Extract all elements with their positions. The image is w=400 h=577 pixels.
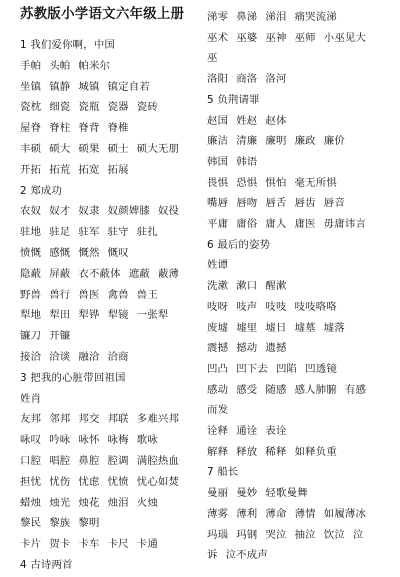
vocab-row	[20, 267, 179, 281]
vocab-row	[20, 433, 158, 447]
vocab-word: 曼妙	[236, 487, 258, 500]
page-title: 苏教版小学语文六年级上册	[20, 7, 185, 22]
vocab-row	[207, 134, 345, 148]
vocab-word: 犁镜	[107, 309, 129, 322]
vocab-word: 黎民	[20, 517, 42, 530]
vocab-row	[20, 163, 129, 177]
vocab-row	[20, 246, 129, 260]
vocab-word: 吱声	[236, 300, 258, 313]
vocab-row	[20, 288, 158, 302]
vocab-word: 吟咏	[49, 434, 71, 447]
vocab-word: 担忧	[20, 475, 42, 488]
lesson-heading: 7 船长	[207, 466, 239, 479]
vocab-word: 犁田	[49, 309, 71, 322]
vocab-word: 城镇	[78, 80, 100, 93]
vocab-word: 忧虑	[78, 475, 100, 488]
vocab-row	[20, 225, 158, 239]
vocab-word: 歌咏	[136, 434, 158, 447]
vocab-row	[20, 516, 100, 530]
vocab-word: 手帕	[20, 59, 42, 72]
vocab-word: 而发	[207, 404, 229, 417]
vocab-word: 一张犁	[136, 309, 169, 322]
vocab-word: 开镰	[49, 330, 71, 343]
vocab-word: 脊柱	[49, 122, 71, 135]
vocab-word: 瓷瓶	[78, 101, 100, 114]
vocab-word: 玛钢	[236, 528, 258, 541]
vocab-word: 感受	[236, 383, 258, 396]
vocab-word: 哭泣	[265, 528, 287, 541]
vocab-word: 庸俗	[236, 218, 258, 230]
vocab-word: 吱呀	[207, 300, 229, 313]
vocab-word: 巫师	[294, 31, 316, 44]
vocab-word: 凹陷	[275, 362, 298, 375]
vocab-word: 薄情	[294, 507, 316, 520]
vocab-row	[20, 392, 41, 406]
vocab-word: 蔽薄	[157, 267, 180, 280]
vocab-word: 硕大	[49, 143, 71, 155]
vocab-row	[20, 121, 129, 135]
vocab-word: 硕士	[107, 143, 129, 155]
vocab-row	[207, 176, 337, 190]
vocab-word: 融洽	[78, 351, 100, 363]
vocab-word: 犁铧	[78, 309, 100, 322]
vocab-row	[20, 80, 150, 94]
vocab-word: 吱吱咯咯	[294, 300, 337, 313]
lesson-heading: 1 我们爱你啊，中国	[20, 39, 116, 51]
vocab-word: 黎族	[49, 517, 71, 530]
vocab-word: 释放	[236, 445, 258, 458]
vocab-word: 轻歌曼舞	[265, 487, 308, 500]
vocab-word: 兽王	[136, 288, 158, 301]
vocab-word: 黎明	[78, 517, 100, 530]
vocab-word: 奴颜婢膝	[107, 205, 150, 218]
vocab-word: 巫婆	[236, 31, 258, 44]
vocab-word: 驻足	[49, 226, 71, 239]
vocab-word: 鼻腔	[78, 455, 100, 467]
vocab-word: 卡片	[20, 538, 42, 551]
vocab-word: 巫术	[207, 31, 229, 44]
vocab-word: 平庸	[207, 218, 229, 230]
vocab-word: 瓷砖	[136, 101, 158, 114]
vocab-row	[207, 72, 287, 86]
vocab-word: 瓷枕	[20, 101, 42, 114]
vocab-word: 镰刀	[20, 330, 42, 343]
vocab-word: 镇定自若	[107, 80, 150, 93]
vocab-row	[207, 445, 337, 459]
vocab-word: 凹下去	[236, 362, 268, 375]
vocab-word: 隐蔽	[20, 267, 42, 280]
vocab-row	[207, 403, 228, 417]
vocab-word: 屏蔽	[49, 267, 71, 280]
vocab-row	[207, 341, 287, 355]
vocab-word: 薄命	[265, 507, 287, 520]
vocab-row	[20, 59, 110, 73]
vocab-word: 毋庸讳言	[323, 218, 367, 230]
vocab-word: 洛阳	[207, 73, 229, 86]
vocab-word: 玛瑙	[207, 528, 229, 541]
vocab-word: 拓展	[107, 163, 129, 176]
vocab-word: 洛河	[265, 73, 287, 86]
vocab-word: 驻守	[107, 226, 129, 239]
vocab-row	[207, 362, 337, 376]
vocab-word: 洽商	[107, 351, 129, 363]
vocab-word: 细瓷	[49, 101, 71, 114]
vocab-word: 咏梅	[107, 434, 129, 447]
vocab-row	[20, 350, 129, 364]
vocab-word: 驻扎	[136, 226, 158, 239]
vocab-word: 赵体	[265, 114, 287, 127]
lesson-heading: 3 把我的心脏带回祖国	[20, 371, 126, 384]
vocab-word: 巫神	[265, 31, 287, 44]
vocab-word: 衣不蔽体	[78, 267, 121, 280]
vocab-word: 畏惧	[207, 176, 229, 189]
vocab-word: 小巫见大	[323, 31, 367, 44]
vocab-word: 唇吻	[236, 197, 258, 210]
vocab-word: 泣不成声	[225, 549, 268, 562]
vocab-row	[207, 321, 345, 335]
vocab-word: 愤慨	[20, 247, 42, 259]
vocab-word: 韩国	[207, 155, 229, 168]
vocab-word: 腔调	[107, 455, 129, 467]
lesson-heading: 6 最后的姿势	[207, 238, 271, 251]
vocab-word: 墟落	[323, 321, 345, 334]
vocab-row	[20, 329, 70, 343]
vocab-word: 解释	[207, 445, 229, 458]
vocab-word: 表诠	[265, 425, 287, 437]
vocab-word: 脊背	[78, 122, 100, 135]
vocab-word: 奴役	[157, 205, 180, 218]
vocab-word: 洽谈	[49, 351, 71, 363]
vocab-word: 开拓	[20, 163, 42, 176]
vocab-word: 通诠	[236, 425, 258, 437]
vocab-word: 废墟	[207, 321, 229, 334]
vocab-word: 如履薄冰	[323, 507, 367, 520]
vocab-word: 有感	[344, 383, 367, 396]
vocab-row	[207, 51, 218, 65]
vocab-word: 稀释	[265, 445, 287, 458]
vocab-word: 震撼	[207, 342, 229, 355]
vocab-word: 涕泪	[265, 11, 287, 23]
vocab-word: 墟里	[236, 321, 258, 334]
vocab-row	[207, 196, 345, 210]
vocab-word: 韩语	[236, 155, 258, 168]
vocab-word: 驻地	[20, 226, 42, 239]
vocab-word: 凹透镜	[305, 362, 337, 375]
vocab-word: 遗撼	[265, 342, 287, 355]
vocab-word: 毫无所惧	[294, 176, 337, 189]
vocab-word: 邻邦	[49, 413, 71, 426]
vocab-word: 巫	[207, 52, 218, 65]
vocab-row	[207, 31, 366, 45]
vocab-word: 洗漱	[207, 280, 229, 293]
vocab-word: 清廉	[236, 135, 258, 148]
vocab-row	[207, 507, 366, 521]
vocab-word: 赵国	[207, 114, 229, 127]
vocab-word: 嘴唇	[207, 197, 229, 210]
vocab-word: 唇音	[323, 197, 345, 210]
vocab-word: 坐镇	[20, 80, 42, 93]
vocab-word: 友邦	[20, 413, 42, 426]
vocab-word: 拓荒	[49, 163, 71, 176]
vocab-word: 瓷器	[107, 101, 129, 114]
vocab-word: 诠释	[207, 425, 229, 437]
vocab-word: 遮蔽	[128, 267, 150, 280]
vocab-word: 姓肖	[20, 392, 42, 405]
vocab-row	[207, 258, 228, 272]
vocab-word: 感动	[207, 383, 229, 396]
vocab-row	[207, 300, 337, 314]
vocab-word: 姓赵	[236, 114, 258, 127]
vocab-word: 硕大无朋	[136, 143, 180, 155]
vocab-word: 卡通	[136, 538, 158, 551]
vocab-word: 烛花	[78, 496, 100, 509]
lesson-heading: 5 负荆请罪	[207, 93, 260, 106]
vocab-word: 咏叹	[20, 434, 42, 447]
vocab-word: 帕米尔	[78, 59, 111, 72]
vocab-word: 惧怕	[265, 176, 287, 189]
vocab-word: 犁地	[20, 309, 42, 322]
vocab-word: 拓宽	[78, 163, 100, 176]
vocab-word: 唱腔	[49, 455, 71, 467]
vocab-word: 邦联	[107, 413, 129, 426]
vocab-word: 抽泣	[294, 528, 316, 541]
vocab-word: 奴才	[49, 205, 71, 218]
vocab-row	[207, 279, 287, 293]
vocab-word: 如释负重	[294, 445, 337, 458]
vocab-row	[20, 496, 158, 510]
vocab-word: 满腔热血	[136, 455, 180, 467]
vocab-word: 姓谭	[207, 259, 229, 272]
vocab-row	[207, 10, 337, 24]
vocab-row	[20, 100, 158, 114]
vocab-word: 奴隶	[78, 205, 100, 218]
vocab-row	[207, 528, 364, 542]
vocab-word: 墟日	[265, 321, 287, 334]
vocab-word: 唇舌	[265, 197, 287, 210]
vocab-word: 恐惧	[236, 176, 258, 189]
vocab-word: 吱吱	[265, 300, 287, 313]
vocab-row	[207, 424, 287, 438]
vocab-word: 廉洁	[207, 135, 229, 148]
vocab-row	[20, 412, 179, 426]
lesson-heading: 2 郑成功	[20, 184, 63, 197]
vocab-word: 庸医	[294, 218, 316, 230]
vocab-word: 漱口	[236, 280, 258, 293]
vocab-word: 凹凸	[207, 362, 229, 375]
vocab-word: 醒漱	[265, 280, 287, 293]
vocab-word: 薄雾	[207, 507, 229, 520]
vocab-word: 廉价	[323, 135, 345, 148]
vocab-word: 慨叹	[107, 247, 129, 259]
vocab-word: 丰硕	[20, 143, 42, 155]
vocab-word: 头帕	[49, 59, 71, 72]
vocab-word: 撼动	[236, 342, 258, 355]
vocab-row	[207, 548, 268, 562]
vocab-word: 兽行	[49, 288, 71, 301]
vocab-word: 农奴	[20, 205, 42, 218]
vocab-word: 兽医	[78, 288, 100, 301]
vocab-row	[207, 114, 287, 128]
vocab-word: 禽兽	[107, 288, 129, 301]
vocab-word: 庸人	[265, 218, 287, 230]
vocab-word: 廉明	[265, 135, 287, 148]
vocab-word: 墟墓	[294, 321, 316, 334]
vocab-row	[207, 486, 308, 500]
vocab-word: 饮泣	[323, 528, 345, 541]
vocab-word: 唇齿	[294, 197, 316, 210]
vocab-row	[207, 217, 366, 231]
vocab-word: 火烛	[136, 496, 158, 509]
vocab-word: 卡尺	[107, 538, 129, 551]
vocab-word: 诉	[207, 549, 218, 562]
vocab-word: 忧心如焚	[136, 475, 180, 488]
vocab-word: 烛光	[49, 496, 71, 509]
vocab-word: 感慨	[49, 247, 71, 259]
vocab-word: 屋脊	[20, 122, 42, 135]
vocab-word: 痛哭流涕	[294, 11, 337, 23]
vocab-word: 邦交	[78, 413, 100, 426]
vocab-word: 烛泪	[107, 496, 129, 509]
vocab-word: 廉政	[294, 135, 316, 148]
vocab-word: 泣	[352, 528, 364, 541]
vocab-word: 卡车	[78, 538, 100, 551]
vocab-word: 野兽	[20, 288, 42, 301]
vocab-row	[20, 475, 179, 489]
vocab-word: 口腔	[20, 455, 42, 467]
vocab-row	[20, 537, 158, 551]
vocab-word: 慨然	[78, 247, 100, 259]
vocab-word: 硕果	[78, 143, 100, 155]
vocab-word: 感人肺腑	[294, 383, 337, 396]
vocab-row	[20, 308, 169, 322]
vocab-row	[207, 155, 257, 169]
vocab-word: 蜡烛	[20, 496, 42, 509]
vocab-word: 镇静	[49, 80, 71, 93]
vocab-row	[20, 142, 179, 156]
vocab-word: 贺卡	[49, 538, 71, 551]
vocab-word: 驻军	[78, 226, 100, 239]
vocab-word: 忧伤	[49, 475, 71, 488]
vocab-row	[20, 204, 179, 218]
vocab-word: 接洽	[20, 351, 42, 363]
vocab-word: 脊椎	[107, 122, 129, 135]
vocab-row	[20, 454, 179, 468]
vocab-row	[207, 383, 366, 397]
vocab-word: 薄利	[236, 507, 258, 520]
vocab-word: 涕零	[207, 11, 229, 23]
vocab-word: 随感	[265, 383, 287, 396]
vocab-word: 鼻涕	[236, 11, 258, 23]
vocab-word: 曼丽	[207, 487, 229, 500]
vocab-word: 商洛	[236, 73, 258, 86]
vocab-word: 咏怀	[78, 434, 100, 447]
vocab-word: 忧愤	[107, 475, 129, 488]
lesson-heading: 4 古诗两首	[20, 559, 73, 571]
vocab-word: 多难兴邦	[136, 413, 180, 426]
